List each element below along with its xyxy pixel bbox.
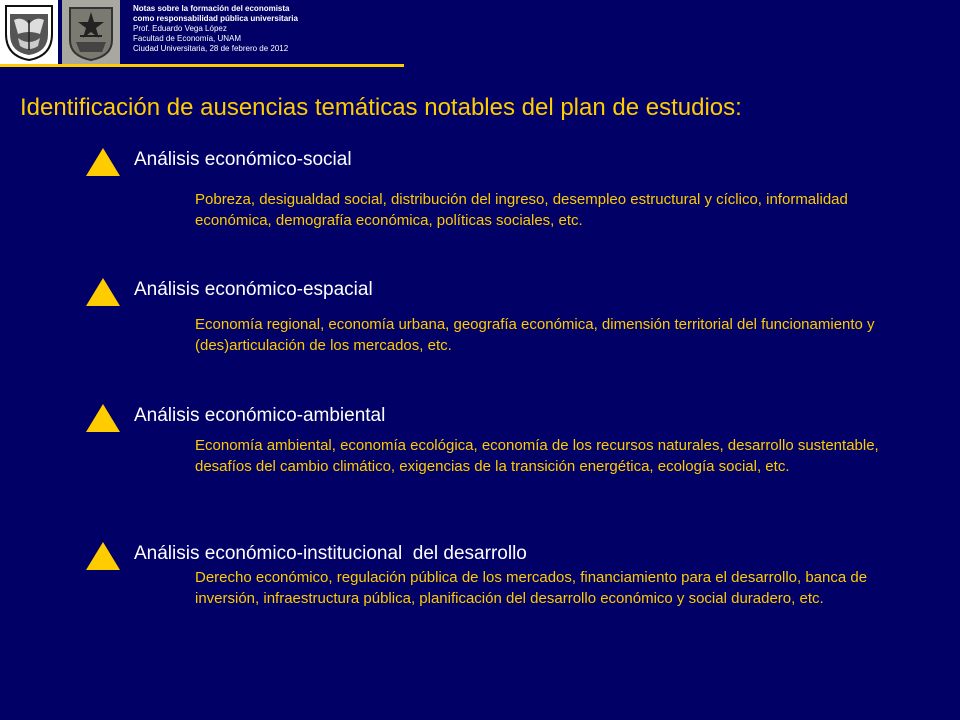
topic-heading: Análisis económico-ambiental: [134, 405, 386, 426]
topic-heading: Análisis económico-social: [134, 149, 352, 170]
faculty-crest-icon: [62, 0, 120, 64]
header-divider: [0, 64, 404, 67]
topic-description: Pobreza, desigualdad social, distribución del ingreso, desempleo estructural y cíclico, informalidad económica, demografía económica, políticas sociales, etc.: [195, 191, 848, 229]
topic-description: Economía ambiental, economía ecológica, economía de los recursos naturales, desarrollo sustentable, desafíos del cambio climático, exigencias de la transición energética, ecología social, etc.: [195, 437, 879, 475]
topic-description: Derecho económico, regulación pública de los mercados, financiamiento para el desarrollo, banca de inversión, infraestructura pública, planificación del desarrollo económico y social duradero, etc.: [195, 569, 868, 607]
header-info: [133, 4, 298, 54]
unam-crest-icon: [0, 0, 58, 64]
triangle-icon: [86, 278, 120, 306]
topic-heading: Análisis económico-institucional del desarrollo: [134, 543, 527, 564]
triangle-icon: [86, 404, 120, 432]
topic-heading: Análisis económico-espacial: [134, 279, 373, 300]
header-line-2: como responsabilidad pública universitaria: [133, 14, 298, 23]
slide-title: Identificación de ausencias temáticas notables del plan de estudios:: [20, 94, 742, 121]
header-line-1: Notas sobre la formación del economista: [133, 4, 290, 13]
triangle-icon: [86, 542, 120, 570]
header-line-3: Prof. Eduardo Vega López: [133, 24, 227, 33]
topic-description: Economía regional, economía urbana, geografía económica, dimensión territorial del funcionamiento y (des)articulación de los mercados, etc.: [195, 316, 875, 354]
header-line-5: Ciudad Universitaria, 28 de febrero de 2012: [133, 44, 289, 53]
header-line-4: Facultad de Economía, UNAM: [133, 34, 242, 43]
triangle-icon: [86, 148, 120, 176]
